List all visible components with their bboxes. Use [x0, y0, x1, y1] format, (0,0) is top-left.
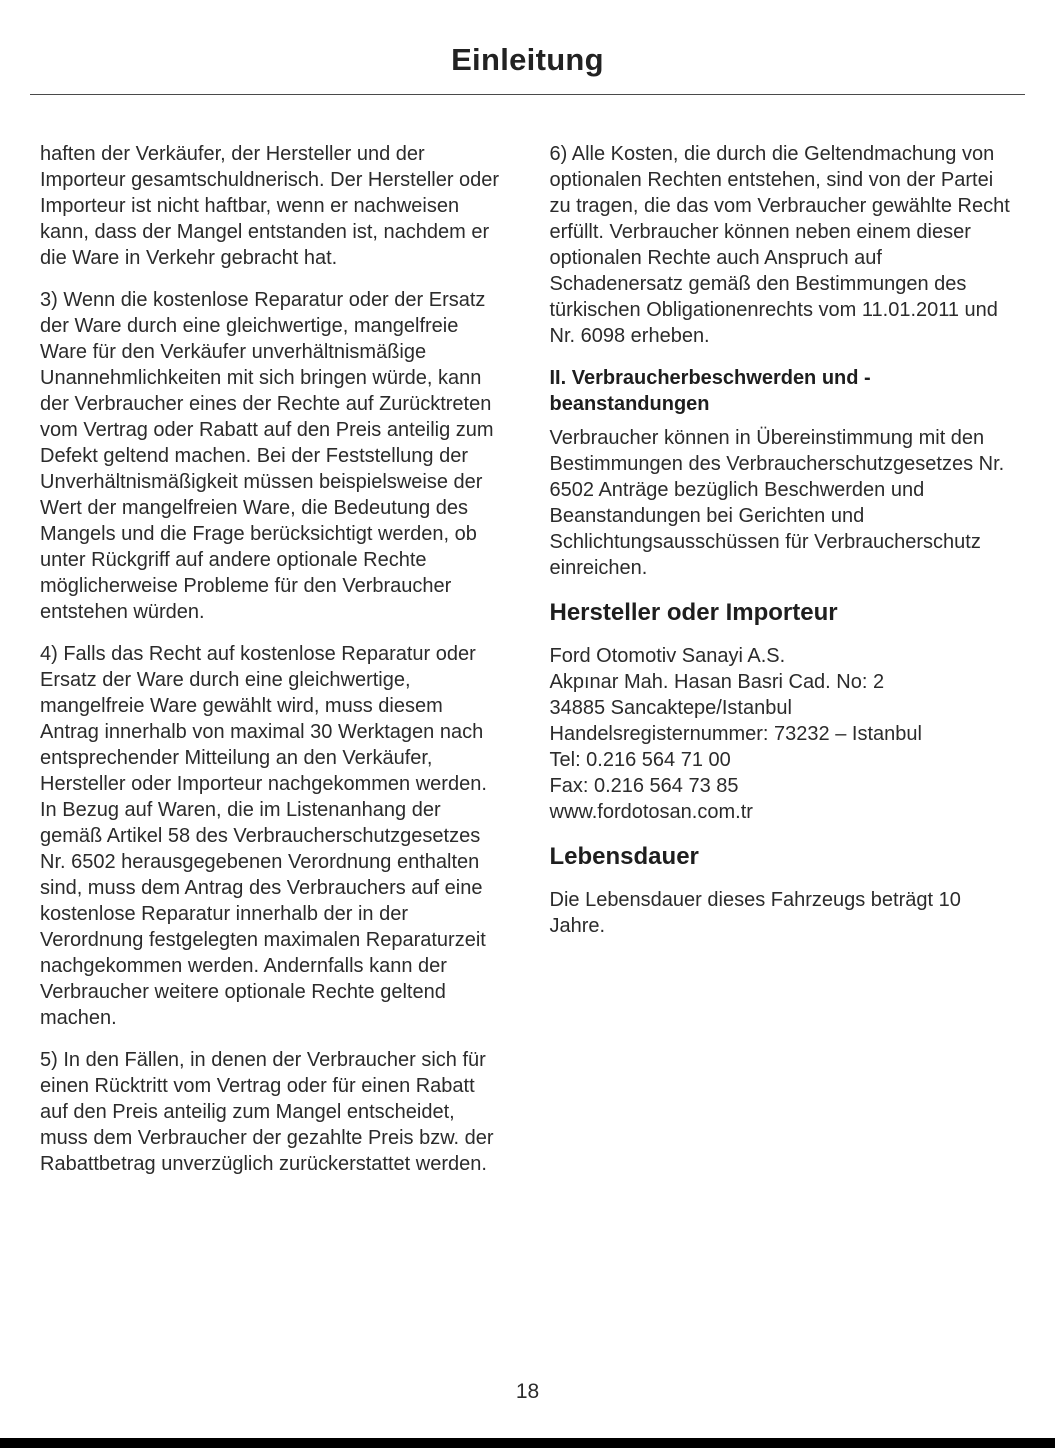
- address-line-website: www.fordotosan.com.tr: [549, 801, 753, 823]
- address-line-street: Akpınar Mah. Hasan Basri Cad. No: 2: [549, 671, 885, 693]
- address-line-city: 34885 Sancaktepe/Istanbul: [549, 697, 792, 719]
- paragraph-complaints: Verbraucher können in Übereinstimmung mit den Bestimmungen des Verbraucherschutzgesetzes Nr. 6502 Anträge bezüglich Beschwerden und Beanstandungen bei Gerichten und Schlichtungsausschüssen für Verbraucherschutz einreichen.: [549, 427, 1005, 579]
- bottom-edge-bar: [0, 1438, 1055, 1448]
- paragraph-item-3: 3) Wenn die kostenlose Reparatur oder der Ersatz der Ware durch eine gleichwertige, mangelfreie Ware für den Verkäufer unverhältnismäßige Unannehmlichkeiten mit sich bringen würde, kann der Verbraucher eines der Rechte auf Zurücktreten vom Vertrag oder Rabatt auf den Preis anteilig zum Defekt geltend machen. Bei der Feststellung der Unverhältnismäßigkeit müssen beispielsweise der Wert der mangelfreien Ware, die Bedeutung des Mangels und die Frage berücksichtigt werden, ob unter Rückgriff auf andere optionale Rechte möglicherweise Probleme für den Verbraucher entstehen würden.: [40, 289, 494, 623]
- address-line-fax: Fax: 0.216 564 73 85: [549, 775, 739, 797]
- right-column: [550, 141, 1016, 1193]
- page-number: 18: [515, 1380, 540, 1403]
- content-columns: [0, 95, 1055, 1193]
- address-line-phone: Tel: 0.216 564 71 00: [549, 749, 731, 771]
- page-header: [0, 0, 1055, 95]
- paragraph-item-4: 4) Falls das Recht auf kostenlose Reparatur oder Ersatz der Ware durch eine gleichwertige, mangelfreie Ware gewählt wird, muss diesem Antrag innerhalb von maximal 30 Werktagen nach entsprechender Mitteilung an den Verkäufer, Hersteller oder Importeur nachgekommen werden. In Bezug auf Waren, die im Listenanhang der gemäß Artikel 58 des Verbraucherschutzgesetzes Nr. 6502 herausgegebenen Verordnung enthalten sind, muss dem Antrag des Verbrauchers auf eine kostenlose Reparatur innerhalb der in der Verordnung festgelegten maximalen Reparaturzeit nachgekommen werden. Andernfalls kann der Verbraucher weitere optionale Rechte geltend machen.: [40, 643, 487, 1029]
- paragraph-liability: haften der Verkäufer, der Hersteller und der Importeur gesamtschuldnerisch. Der Hersteller oder Importeur ist nicht haftbar, wenn er nachweisen kann, dass der Mangel entstanden ist, nachdem er die Ware in Verkehr gebracht hat.: [40, 143, 500, 269]
- paragraph-lifespan: Die Lebensdauer dieses Fahrzeugs beträgt 10 Jahre.: [549, 889, 961, 937]
- page-footer: [0, 1380, 1055, 1404]
- manufacturer-address-block: [550, 643, 1016, 825]
- left-column: [40, 141, 506, 1193]
- paragraph-item-5: 5) In den Fällen, in denen der Verbraucher sich für einen Rücktritt vom Vertrag oder für einen Rabatt auf den Preis anteilig zum Mangel entscheidet, muss dem Verbraucher der gezahlte Preis bzw. der Rabattbetrag unverzüglich zurückerstattet werden.: [40, 1049, 494, 1175]
- section-heading-manufacturer: Hersteller oder Importeur: [549, 599, 838, 626]
- address-line-company: Ford Otomotiv Sanayi A.S.: [549, 645, 786, 667]
- section-heading-complaints: II. Verbraucherbeschwerden und -beanstandungen: [549, 367, 871, 415]
- address-line-registry: Handelsregisternummer: 73232 – Istanbul: [549, 723, 922, 745]
- section-heading-lifespan: Lebensdauer: [549, 843, 699, 870]
- page-title: Einleitung: [451, 42, 604, 77]
- paragraph-item-6: 6) Alle Kosten, die durch die Geltendmachung von optionalen Rechten entstehen, sind von der Partei zu tragen, die das vom Verbraucher gewählte Recht erfüllt. Verbraucher können neben einem dieser optionalen Rechte auch Anspruch auf Schadenersatz gemäß den Bestimmungen des türkischen Obligationenrechts vom 11.01.2011 und Nr. 6098 erheben.: [549, 143, 1010, 347]
